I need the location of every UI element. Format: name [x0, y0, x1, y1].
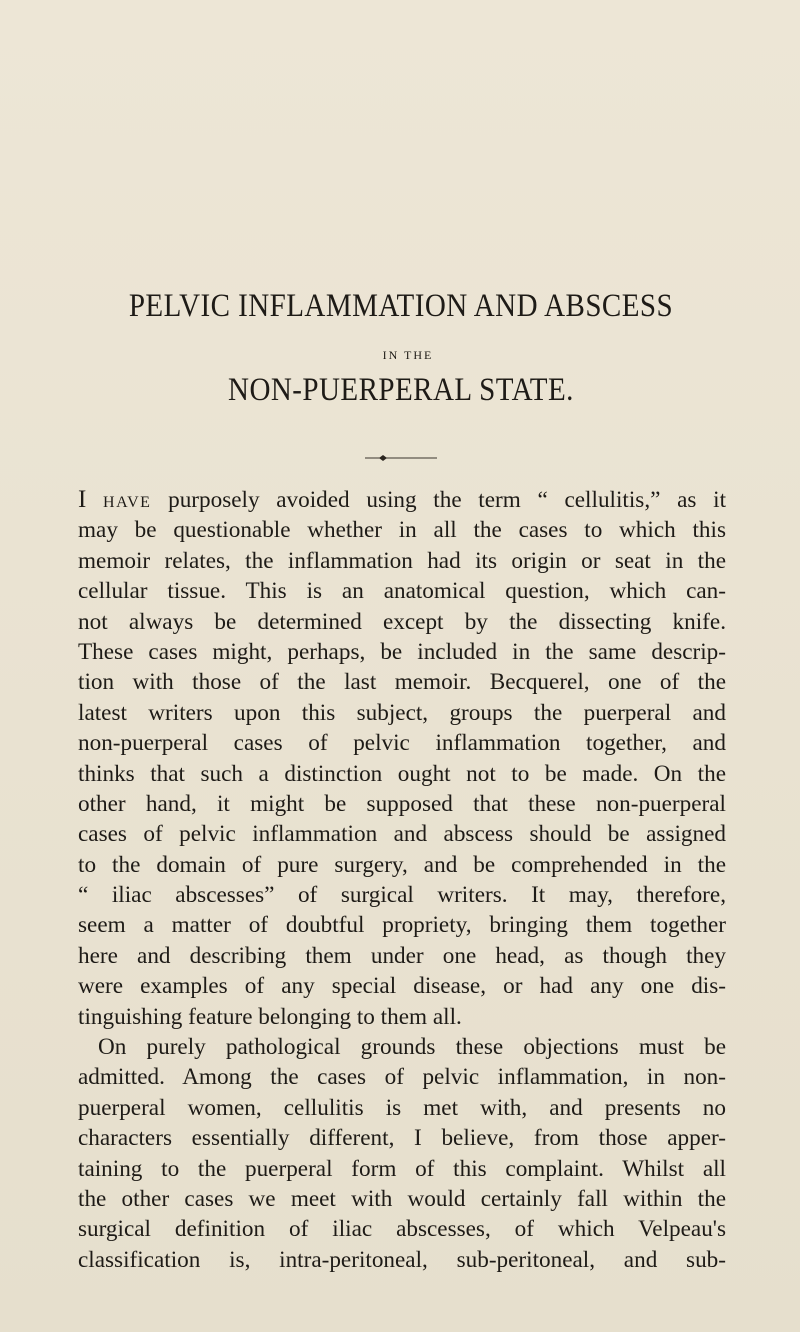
text-line: surgical definition of iliac abscesses, of which Velpeau's: [78, 1216, 726, 1243]
text-line: here and describing them under one head, as though they: [78, 942, 726, 969]
text-line: may be questionable whether in all the cases to which this: [78, 517, 726, 544]
text-line: latest writers upon this subject, groups the puerperal and: [78, 699, 726, 726]
text-line: the other cases we meet with would certainly fall within the: [78, 1185, 726, 1212]
text-line: non-puerperal cases of pelvic inflammation together, and: [78, 730, 726, 757]
title-connector: IN THE: [382, 348, 434, 362]
ornament-divider: [361, 453, 441, 463]
text-line: thinks that such a distinction ought not to be made. On the: [78, 760, 726, 787]
text-line: admitted. Among the cases of pelvic inflammation, in non-: [78, 1064, 726, 1091]
initial-letter: I: [78, 486, 87, 513]
text-line: puerperal women, cellulitis is met with, and presents no: [78, 1094, 726, 1121]
text-line: tion with those of the last memoir. Becquerel, one of the: [78, 669, 726, 696]
small-caps-word: HAVE: [103, 494, 152, 511]
text-line: tinguishing feature belonging to them all.: [78, 1003, 462, 1030]
text-line: not always be determined except by the dissecting knife.: [78, 608, 726, 635]
text-line: to the domain of pure surgery, and be comprehended in the: [78, 851, 726, 878]
chapter-subtitle: NON-PUERPERAL STATE.: [228, 372, 574, 408]
text-line: cases of pelvic inflammation and abscess should be assigned: [78, 821, 726, 848]
text-line: were examples of any special disease, or had any one dis-: [78, 973, 726, 1000]
text-line: [78, 485, 726, 515]
body-text: [78, 485, 726, 1275]
text-line: classification is, intra-peritoneal, sub-peritoneal, and sub-: [78, 1246, 726, 1273]
text-line: These cases might, perhaps, be included in the same descrip-: [78, 638, 726, 665]
text-line: On purely pathological grounds these objections must be: [98, 1034, 726, 1061]
text-line: characters essentially different, I believe, from those apper-: [78, 1125, 726, 1152]
line-text: purposely avoided using the term “ cellulitis,” as it: [168, 487, 727, 513]
text-line: “ iliac abscesses” of surgical writers. It may, therefore,: [78, 882, 726, 909]
text-line: other hand, it might be supposed that these non-puerperal: [78, 790, 726, 817]
chapter-title: PELVIC INFLAMMATION AND ABSCESS: [128, 288, 674, 324]
text-line: taining to the puerperal form of this complaint. Whilst all: [78, 1155, 726, 1182]
text-line: cellular tissue. This is an anatomical question, which can-: [78, 578, 726, 605]
text-line: memoir relates, the inflammation had its origin or seat in the: [78, 547, 726, 574]
text-line: seem a matter of doubtful propriety, bringing them together: [78, 912, 726, 939]
